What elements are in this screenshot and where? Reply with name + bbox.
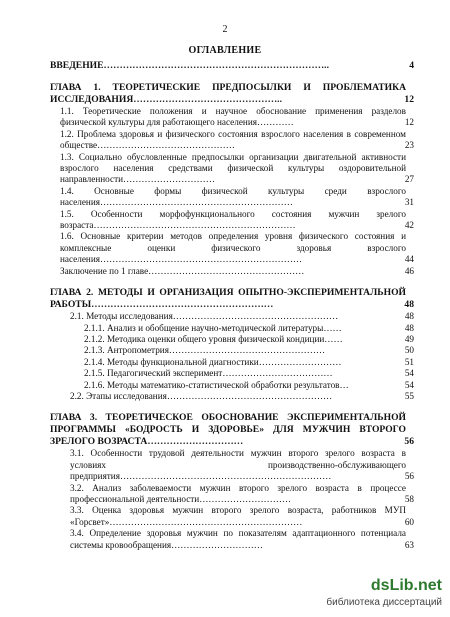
toc-entry-page: 12 [404,94,414,105]
toc-entry-text: 2.1.4. Методы функциональной диагностики……………………… [84,356,342,367]
toc-entry-text: 2.1.1. Анализ и обобщение научно-методической литературы…… [84,322,342,333]
toc-entry-page: 48 [404,299,414,311]
toc-entry [50,345,414,356]
toc-entry-text: 1.3. Социально обусловленные предпосылки организации двигательной активности взрослого населения средствами физической культуры оздоровительной направленности………………………… [60,151,406,185]
table-of-contents [50,60,414,551]
toc-entry [50,151,414,186]
toc-entry-text: ВВЕДЕНИЕ…………………………………………………………….. [50,60,329,71]
toc-entry [50,528,414,551]
toc-entry-text: 1.4. Основные формы физической культуры среди взрослого населения……………………………………………………… [60,185,406,208]
toc-entry [50,82,414,106]
toc-entry [50,368,414,379]
toc-entry-page: 31 [404,197,414,208]
toc-entry-text: 1.2. Проблема здоровья и физического состояния взрослого населения в современном обществе……………………………………… [60,128,406,151]
toc-entry-text: 2.2. Этапы исследования……………………………………………… [70,390,333,401]
toc-entry-page: 63 [404,539,414,550]
toc-entry-text: Заключение по 1 главе…………………………………………… [60,265,305,276]
toc-entry-page: 51 [404,356,414,367]
toc-entry [50,356,414,368]
toc-entry [50,390,414,402]
watermark-logo: dsLib.net [370,577,442,594]
toc-entry-text: 2.1.2. Методика оценки общего уровня физической кондиции…… [84,333,343,344]
toc-entry-page: 44 [404,254,414,265]
toc-entry-text: 2.1.6. Методы математико-статистической обработки результатов… [84,379,349,390]
toc-entry-page: 42 [404,220,414,231]
toc-entry-page: 12 [404,117,414,128]
toc-title: ОГЛАВЛЕНИЕ [188,45,262,56]
toc-entry-text: 3.2. Анализ заболеваемости мужчин второго зрелого возраста в процессе профессиональной деятельности………………………… [70,482,406,504]
toc-entry [50,311,414,322]
toc-entry [50,287,414,311]
toc-entry-page: 60 [404,516,414,527]
toc-entry [50,379,414,391]
toc-entry-page: 54 [404,379,414,390]
toc-entry [50,482,414,506]
toc-entry-page: 50 [404,345,414,356]
toc-entry-text: 2.1.3. Антропометрия…………………………………………… [84,345,326,356]
watermark [312,577,442,611]
toc-entry [50,106,414,129]
toc-entry-text: 3.4. Определение здоровья мужчин по показателям адаптационного потенциала системы кровообращения………………………… [70,528,406,550]
toc-entry-page: 55 [404,390,414,401]
toc-entry-page: 23 [404,140,414,151]
toc-entry-page: 54 [404,368,414,379]
toc-entry-text: 2.1. Методы исследования……………………………………………… [70,311,339,322]
toc-entry [50,185,414,209]
toc-entry-text: 1.1. Теоретические положения и научное обоснование применения разделов физической культуры для работающего населения………… [60,106,406,128]
toc-entry [50,128,414,152]
toc-entry-page: 4 [409,60,414,71]
toc-entry-text: ГЛАВА 3. ТЕОРЕТИЧЕСКОЕ ОБОСНОВАНИЕ ЭКСПЕРИМЕНТАЛЬНОЙ ПРОГРАММЫ «БОДРОСТЬ И ЗДОРОВЬЕ» ДЛЯ МУЖЧИН ВТОРОГО ЗРЕЛОГО ВОЗРАСТА………………………… [50,412,406,448]
toc-entry-text: ГЛАВА 2. МЕТОДЫ И ОРГАНИЗАЦИЯ ОПЫТНО-ЭКСПЕРИМЕНТАЛЬНОЙ РАБОТЫ………………………………………………… [50,287,406,311]
toc-entry-page: 58 [404,493,414,504]
toc-entry-text: 1.6. Основные критерии методов определения уровня физического состояния и комплексные оценки физического здоровья взрослого населения………………………………………………………… [60,231,406,265]
toc-entry-page: 27 [404,174,414,185]
toc-entry-text: ГЛАВА 1. ТЕОРЕТИЧЕСКИЕ ПРЕДПОСЫЛКИ И ПРОБЛЕМАТИКА ИССЛЕДОВАНИЯ……………………………………….. [50,82,406,105]
toc-entry-text: 1.5. Особенности морфофункционального состояния мужчин зрелого возраста………………………………………………………… [60,208,406,231]
toc-entry [50,60,414,72]
toc-entry-text: 2.1.5. Педагогический эксперимент……………………………… [84,368,333,379]
toc-entry [50,505,414,528]
toc-entry-page: 48 [404,322,414,333]
toc-entry [50,333,414,345]
toc-entry-page: 56 [404,436,414,448]
toc-entry [50,412,414,448]
toc-entry-page: 56 [404,471,414,482]
toc-entry [50,322,414,334]
toc-entry-page: 49 [404,333,414,344]
toc-entry [50,208,414,232]
toc-entry [50,448,414,482]
toc-entry-text: 3.3. Оценка здоровья мужчин второго зрелого возраста, работников МУП «Горсвет»……………………………………………………… [70,505,406,527]
watermark-subtitle: библиотека диссертаций [326,597,442,608]
toc-entry-page: 46 [404,265,414,276]
toc-entry-text: 3.1. Особенности трудовой деятельности мужчин второго зрелого возраста в условиях производственно-обслуживающего предприятия…………………………………………………………… [70,448,406,482]
toc-entry [50,231,414,265]
toc-entry [50,265,414,277]
page-number: 2 [222,24,228,35]
toc-entry-page: 48 [404,311,414,322]
